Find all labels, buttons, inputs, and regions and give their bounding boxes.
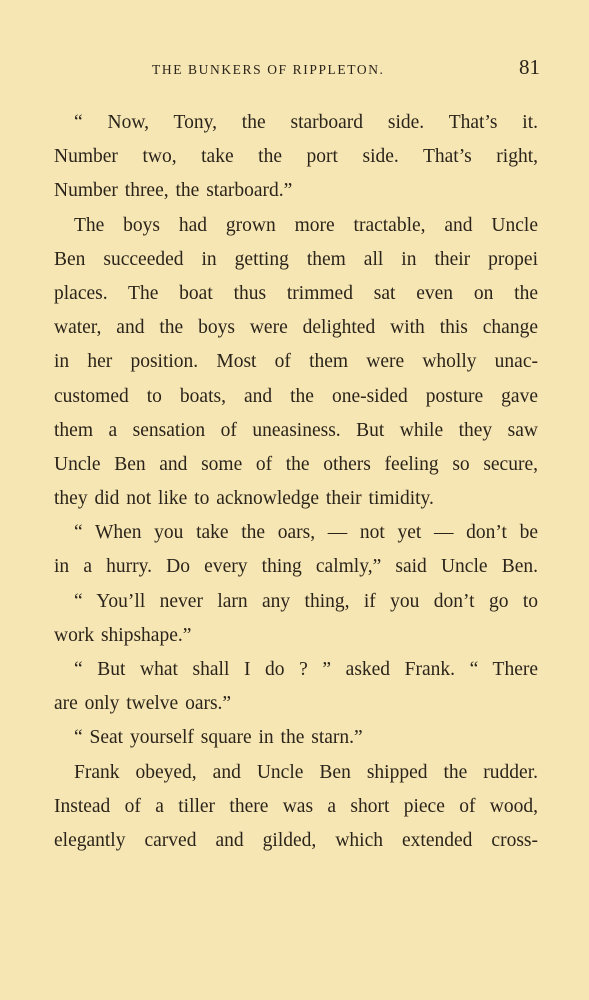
text-line: The boys had grown more tractable, and Uncle xyxy=(74,214,538,236)
text-line: in her position. Most of them were wholly unac- xyxy=(54,351,538,373)
text-line: in a hurry. Do every thing calmly,” said Uncle Ben. xyxy=(54,556,538,578)
text-line: Number three, the starboard.” xyxy=(54,180,293,202)
running-title: THE BUNKERS OF RIPPLETON. xyxy=(152,62,385,77)
text-line: water, and the boys were delighted with this change xyxy=(54,317,538,339)
page-number: 81 xyxy=(519,55,540,79)
text-line: places. The boat thus trimmed sat even on the xyxy=(54,282,538,304)
text-line: “ Seat yourself square in the starn.” xyxy=(74,727,363,749)
text-line: them a sensation of uneasiness. But while they saw xyxy=(54,419,538,441)
body-text xyxy=(54,106,538,858)
text-line: customed to boats, and the one-sided posture gave xyxy=(54,385,538,407)
text-line: “ Now, Tony, the starboard side. That’s it. xyxy=(74,112,538,133)
text-line: “ But what shall I do ? ” asked Frank. “ There xyxy=(74,659,538,680)
text-line: work shipshape.” xyxy=(54,624,192,646)
text-line: Number two, take the port side. That’s right, xyxy=(54,146,538,168)
running-head xyxy=(52,55,542,82)
text-line: they did not like to acknowledge their timidity. xyxy=(54,488,434,510)
text-line: are only twelve oars.” xyxy=(54,693,232,715)
text-line: elegantly carved and gilded, which extended cross- xyxy=(54,829,538,851)
text-line: “ You’ll never larn any thing, if you don’t go to xyxy=(74,590,538,612)
text-line: Ben succeeded in getting them all in their propei xyxy=(54,248,538,270)
text-line: Instead of a tiller there was a short piece of wood, xyxy=(54,795,538,817)
text-line: Uncle Ben and some of the others feeling so secure, xyxy=(54,453,538,475)
text-line: Frank obeyed, and Uncle Ben shipped the rudder. xyxy=(74,761,538,783)
text-line: “ When you take the oars, — not yet — don’t be xyxy=(74,522,538,544)
